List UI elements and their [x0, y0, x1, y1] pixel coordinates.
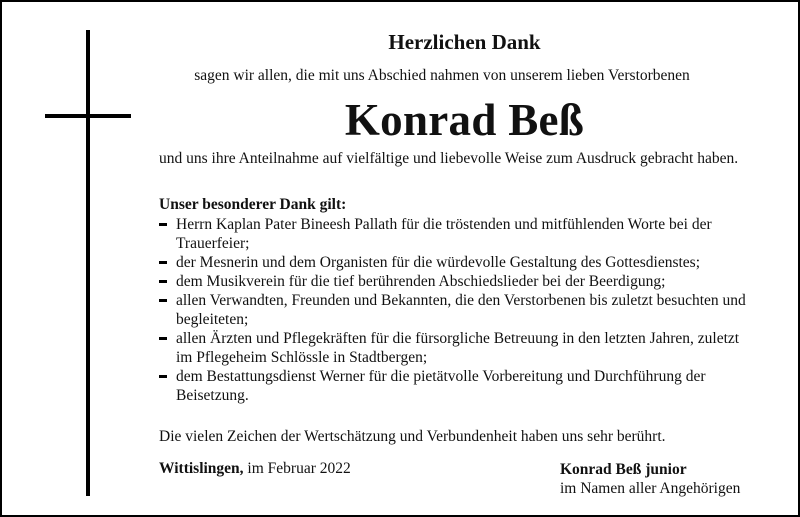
list-item-text: Herrn Kaplan Pater Bineesh Pallath für die tröstenden und mitfühlenden Worte bei der Trauerfeier; [176, 216, 712, 252]
signer-note: im Namen aller Angehörigen [560, 480, 741, 497]
list-item [159, 367, 759, 405]
list-item-text: der Mesnerin und dem Organisten für die würdevolle Gestaltung des Gottesdienstes; [176, 254, 701, 271]
list-item-text: dem Bestattungsdienst Werner für die pietätvolle Vorbereitung und Durchführung der Beisetzung. [176, 368, 706, 404]
list-item-text: allen Ärzten und Pflegekräften für die fürsorgliche Betreuung in den letzten Jahren, zuletzt im Pflegeheim Schlössle in Stadtbergen; [176, 330, 740, 366]
list-item [159, 272, 759, 291]
dash-icon [159, 280, 167, 283]
dash-icon [159, 337, 167, 340]
list-item-text: allen Verwandten, Freunden und Bekannten, die den Verstorbenen bis zuletzt besuchten und begleiteten; [176, 292, 746, 328]
place: Wittislingen, [159, 460, 244, 477]
dash-icon [159, 299, 167, 302]
dash-icon [159, 223, 167, 226]
thanks-heading: Unser besonderer Dank gilt: [159, 196, 347, 213]
intro-text: sagen wir allen, die mit uns Abschied nahmen von unserem lieben Verstorbenen [194, 67, 690, 84]
closing-line: Die vielen Zeichen der Wertschätzung und Verbundenheit haben uns sehr berührt. [159, 428, 666, 445]
signature-block [560, 460, 740, 498]
heading: Herzlichen Dank [388, 30, 541, 54]
place-date [159, 460, 351, 478]
list-item [159, 215, 759, 253]
signer-name: Konrad Beß junior [560, 461, 687, 478]
date: im Februar 2022 [247, 460, 351, 477]
acknowledgement-paragraph: und uns ihre Anteilnahme auf vielfältige und liebevolle Weise zum Ausdruck gebracht haben. [159, 150, 739, 167]
list-item [159, 253, 759, 272]
deceased-name: Konrad Beß [344, 95, 585, 145]
list-item-text: dem Musikverein für die tief berührenden Abschiedslieder bei der Beerdigung; [176, 273, 666, 290]
dash-icon [159, 261, 167, 264]
list-item [159, 291, 759, 329]
dash-icon [159, 375, 167, 378]
thanks-list [159, 215, 759, 405]
list-item [159, 329, 759, 367]
